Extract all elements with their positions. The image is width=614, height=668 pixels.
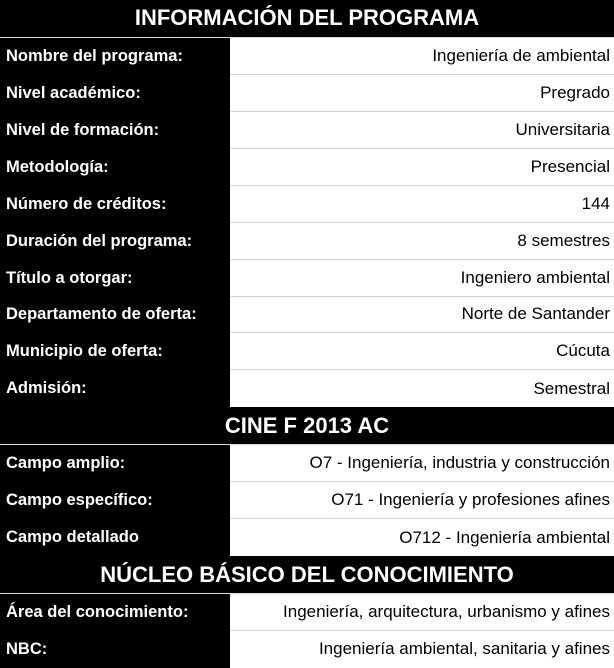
row-label: Municipio de oferta:: [0, 333, 230, 370]
table-row-municipality: [0, 333, 614, 370]
row-label: Área del conocimiento:: [0, 594, 230, 631]
row-label: Departamento de oferta:: [0, 297, 230, 334]
row-value: Cúcuta: [230, 333, 614, 370]
section-header-program-info: INFORMACIÓN DEL PROGRAMA: [0, 0, 614, 38]
table-row-duration: [0, 223, 614, 260]
row-label: Nivel de formación:: [0, 112, 230, 149]
table-row-degree-title: [0, 260, 614, 297]
table-row-specific-field: [0, 482, 614, 519]
row-value: Presencial: [230, 149, 614, 186]
row-value: Ingeniería, arquitectura, urbanismo y afines: [230, 594, 614, 631]
table-row-academic-level: [0, 75, 614, 112]
table-row-broad-field: [0, 445, 614, 482]
row-value: 8 semestres: [230, 223, 614, 260]
row-label: NBC:: [0, 631, 230, 668]
row-value: O71 - Ingeniería y profesiones afines: [230, 482, 614, 519]
row-value: Norte de Santander: [230, 297, 614, 334]
row-label: Campo detallado: [0, 519, 230, 556]
row-value: Ingeniería de ambiental: [230, 38, 614, 75]
table-row-knowledge-area: [0, 594, 614, 631]
table-row-department: [0, 297, 614, 334]
row-value: O712 - Ingeniería ambiental: [230, 519, 614, 556]
row-label: Nombre del programa:: [0, 38, 230, 75]
row-label: Metodología:: [0, 149, 230, 186]
section-header-cine: CINE F 2013 AC: [0, 407, 614, 445]
row-value: Pregrado: [230, 75, 614, 112]
table-row-training-level: [0, 112, 614, 149]
table-row-methodology: [0, 149, 614, 186]
row-label: Nivel académico:: [0, 75, 230, 112]
row-value: Semestral: [230, 370, 614, 407]
row-label: Número de créditos:: [0, 186, 230, 223]
table-row-admission: [0, 370, 614, 407]
table-row-detailed-field: [0, 519, 614, 556]
row-value: Ingeniería ambiental, sanitaria y afines: [230, 631, 614, 668]
table-row-nbc: [0, 631, 614, 668]
row-value: Ingeniero ambiental: [230, 260, 614, 297]
row-value: 144: [230, 186, 614, 223]
section-header-nbc: NÚCLEO BÁSICO DEL CONOCIMIENTO: [0, 556, 614, 594]
row-value: Universitaria: [230, 112, 614, 149]
table-row-credits: [0, 186, 614, 223]
row-label: Admisión:: [0, 370, 230, 407]
table-row-program-name: [0, 38, 614, 75]
row-value: O7 - Ingeniería, industria y construcción: [230, 445, 614, 482]
row-label: Título a otorgar:: [0, 260, 230, 297]
row-label: Campo específico:: [0, 482, 230, 519]
row-label: Duración del programa:: [0, 223, 230, 260]
row-label: Campo amplio:: [0, 445, 230, 482]
